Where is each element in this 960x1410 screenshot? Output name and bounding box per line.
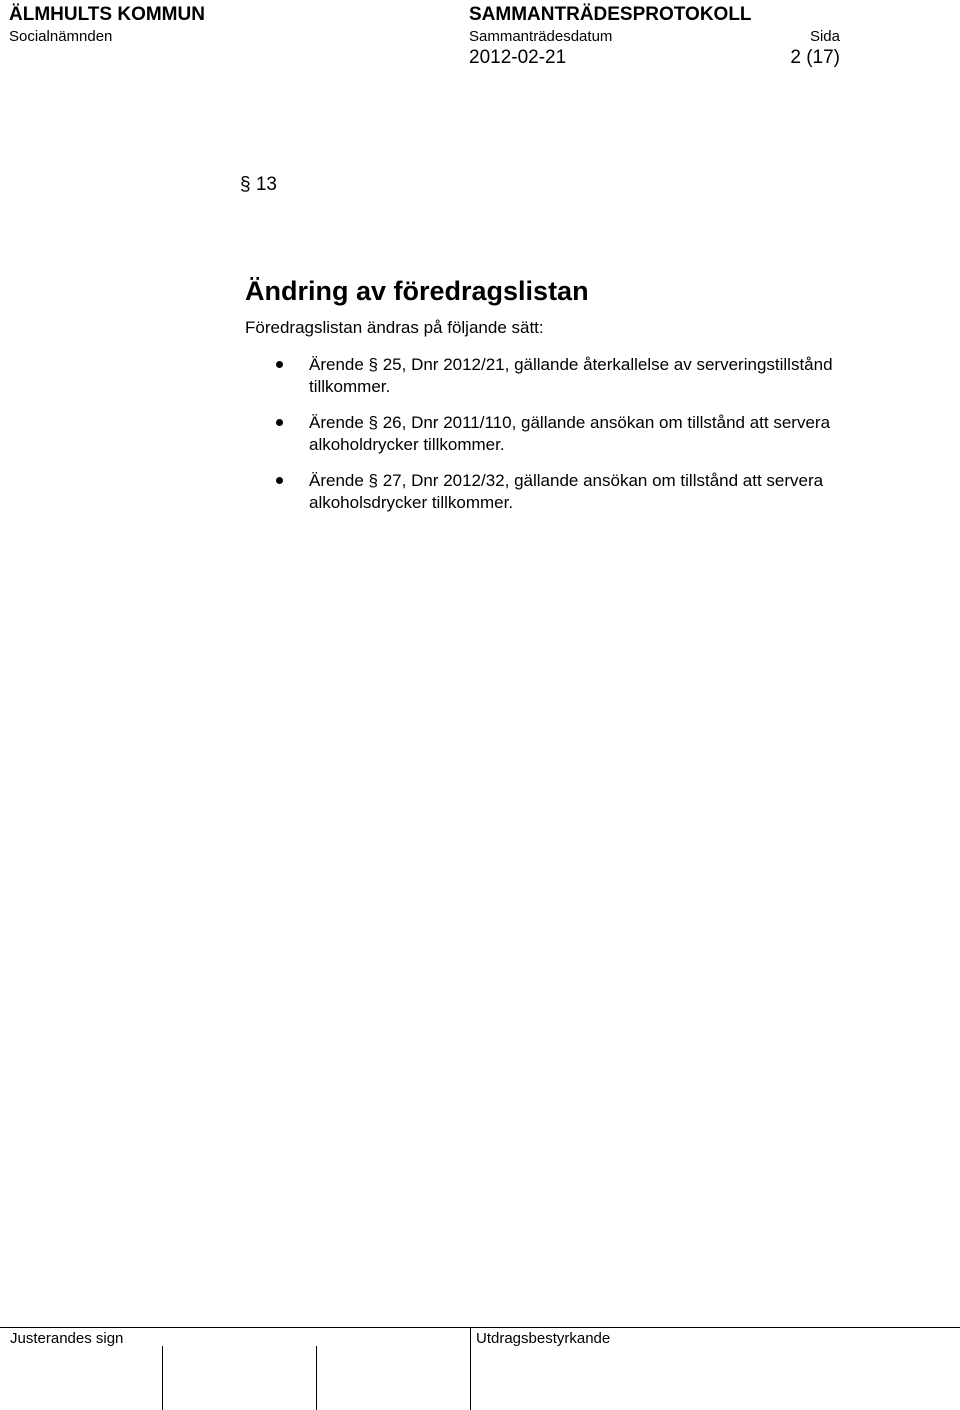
protocol-title: SAMMANTRÄDESPROTOKOLL	[469, 4, 752, 25]
footer-column-divider	[470, 1327, 471, 1410]
list-item	[276, 412, 876, 456]
list-item-text: Ärende § 25, Dnr 2012/21, gällande återkallelse av serveringstillstånd tillkommer.	[309, 355, 833, 396]
section-number: § 13	[240, 174, 277, 195]
department-name: Socialnämnden	[9, 28, 113, 45]
list-item	[276, 470, 876, 514]
list-item	[276, 354, 876, 398]
meeting-date: 2012-02-21	[469, 47, 567, 68]
organization-name: ÄLMHULTS KOMMUN	[9, 4, 205, 25]
bullet-icon	[276, 419, 283, 426]
agenda-change-list	[276, 354, 876, 528]
page-number: 2 (17)	[790, 47, 840, 68]
page-label: Sida	[809, 28, 840, 45]
bullet-icon	[276, 361, 283, 368]
date-label: Sammanträdesdatum	[469, 28, 613, 45]
list-item-text: Ärende § 26, Dnr 2011/110, gällande ansökan om tillstånd att servera alkoholdrycker tillkommer.	[309, 413, 831, 454]
bullet-icon	[276, 477, 283, 484]
signature-label: Justerandes sign	[10, 1330, 124, 1347]
signature-box-divider	[316, 1346, 317, 1410]
footer-divider	[0, 1327, 960, 1328]
signature-box-divider	[162, 1346, 163, 1410]
list-item-text: Ärende § 27, Dnr 2012/32, gällande ansökan om tillstånd att servera alkoholsdrycker tillkommer.	[309, 471, 824, 512]
section-intro: Föredragslistan ändras på följande sätt:	[245, 318, 544, 337]
section-title: Ändring av föredragslistan	[245, 276, 589, 306]
certification-label: Utdragsbestyrkande	[476, 1330, 611, 1347]
